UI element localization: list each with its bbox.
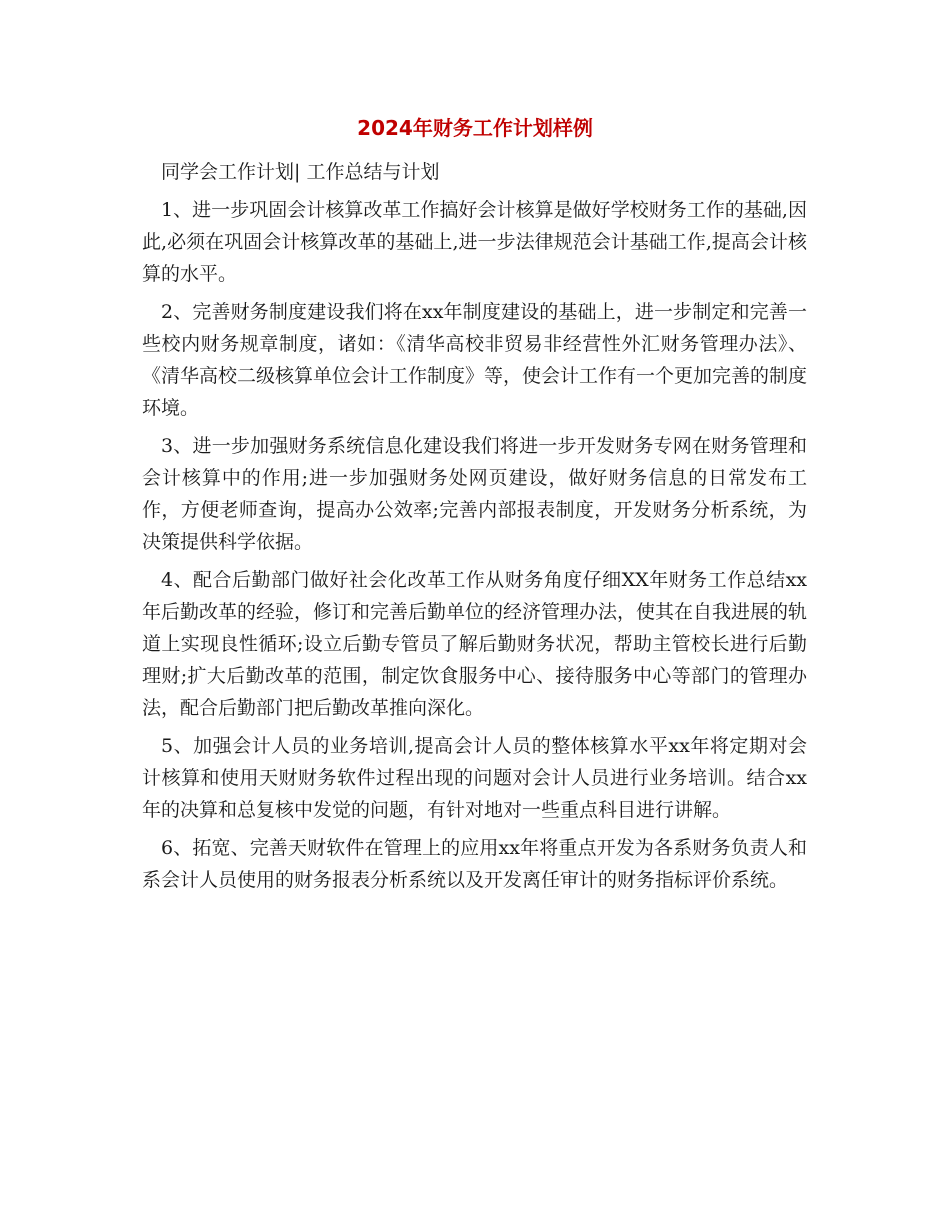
document-body	[142, 156, 807, 902]
paragraph-2: 2、完善财务制度建设我们将在xx年制度建设的基础上，进一步制定和完善一些校内财务规章制度，诸如：《清华高校非贸易非经营性外汇财务管理办法》、《清华高校二级核算单位会计工作制度》等，使会计工作有一个更加完善的制度环境。	[142, 301, 808, 419]
paragraph-1: 1、进一步巩固会计核算改革工作搞好会计核算是做好学校财务工作的基础,因此,必须在巩固会计核算改革的基础上,进一步法律规范会计基础工作,提高会计核算的水平。	[142, 199, 807, 285]
paragraph-5: 5、加强会计人员的业务培训,提高会计人员的整体核算水平xx年将定期对会计核算和使用天财财务软件过程出现的问题对会计人员进行业务培训。结合xx年的决算和总复核中发觉的问题，有针对地对一些重点科目进行讲解。	[142, 735, 807, 821]
paragraph-6: 6、拓宽、完善天财软件在管理上的应用xx年将重点开发为各系财务负责人和系会计人员使用的财务报表分析系统以及开发离任审计的财务指标评价系统。	[142, 837, 807, 891]
paragraph-3: 3、进一步加强财务系统信息化建设我们将进一步开发财务专网在财务管理和会计核算中的作用;进一步加强财务处网页建设，做好财务信息的日常发布工作，方便老师查询，提高办公效率;完善内部报表制度，开发财务分析系统，为决策提供科学依据。	[142, 435, 807, 553]
document-subtitle: 同学会工作计划| 工作总结与计划	[161, 161, 440, 183]
document-title: 2024年财务工作计划样例	[357, 116, 593, 140]
paragraph-4: 4、配合后勤部门做好社会化改革工作从财务角度仔细XX年财务工作总结xx年后勤改革的经验，修订和完善后勤单位的经济管理办法，使其在自我进展的轨道上实现良性循环;设立后勤专管员了解后勤财务状况，帮助主管校长进行后勤理财;扩大后勤改革的范围，制定饮食服务中心、接待服务中心等部门的管理办法，配合后勤部门把后勤改革推向深化。	[142, 569, 808, 719]
